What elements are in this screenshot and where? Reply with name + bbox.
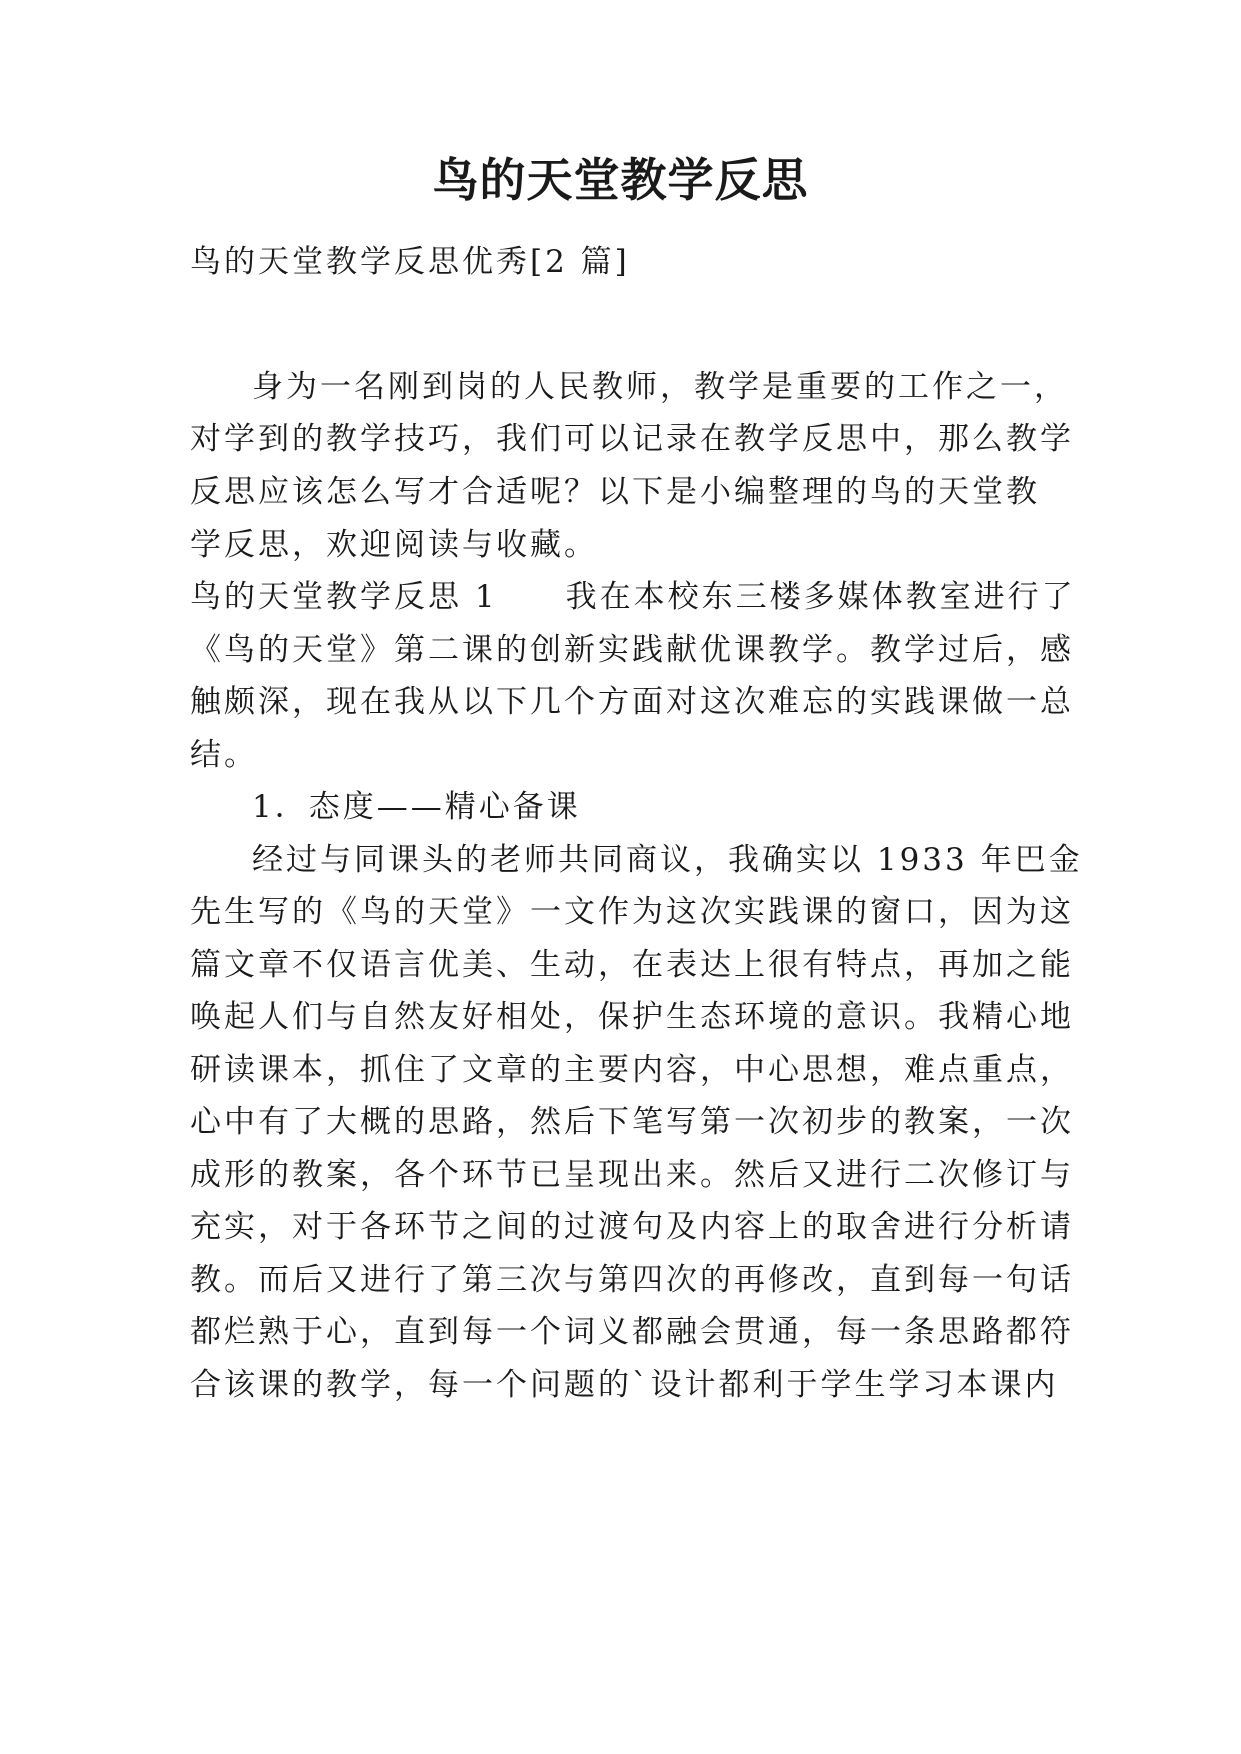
paragraph-line: 对学到的教学技巧，我们可以记录在教学反思中，那么教学 <box>190 421 1074 457</box>
paragraph-line: 触颇深，现在我从以下几个方面对这次难忘的实践课做一总 <box>190 684 1074 720</box>
paragraph-line: 都烂熟于心，直到每一个词义都融会贯通，每一条思路都符 <box>190 1314 1074 1350</box>
paragraph-line: 教。而后又进行了第三次与第四次的再修改，直到每一句话 <box>190 1262 1074 1298</box>
section-heading-line: 鸟的天堂教学反思 1 我在本校东三楼多媒体教室进行了 <box>190 579 1076 615</box>
paragraph-line: 身为一名刚到岗的人民教师，教学是重要的工作之一， <box>252 369 1068 405</box>
paragraph-line: 唤起人们与自然友好相处，保护生态环境的意识。我精心地 <box>190 999 1074 1035</box>
list-heading: 1．态度——精心备课 <box>252 789 581 825</box>
paragraph-line: 《鸟的天堂》第二课的创新实践献优课教学。教学过后，感 <box>190 632 1074 668</box>
paragraph-line: 学反思，欢迎阅读与收藏。 <box>190 527 598 563</box>
paragraph-line: 研读课本，抓住了文章的主要内容，中心思想，难点重点， <box>190 1052 1074 1088</box>
paragraph-line: 反思应该怎么写才合适呢？以下是小编整理的鸟的天堂教 <box>190 474 1040 510</box>
paragraph-line: 篇文章不仅语言优美、生动，在表达上很有特点，再加之能 <box>190 947 1074 983</box>
paragraph-line: 充实，对于各环节之间的过渡句及内容上的取舍进行分析请 <box>190 1209 1074 1245</box>
paragraph-line: 成形的教案，各个环节已呈现出来。然后又进行二次修订与 <box>190 1157 1074 1193</box>
paragraph-line: 先生写的《鸟的天堂》一文作为这次实践课的窗口，因为这 <box>190 894 1074 930</box>
paragraph-line: 结。 <box>190 737 258 773</box>
document-subtitle: 鸟的天堂教学反思优秀[2 篇] <box>190 244 630 280</box>
document-title: 鸟的天堂教学反思 <box>432 153 809 207</box>
paragraph-line: 经过与同课头的老师共同商议，我确实以 1933 年巴金 <box>252 842 1083 878</box>
paragraph-line: 合该课的教学，每一个问题的`设计都利于学生学习本课内 <box>190 1367 1059 1403</box>
paragraph-line: 心中有了大概的思路，然后下笔写第一次初步的教案，一次 <box>190 1104 1074 1140</box>
